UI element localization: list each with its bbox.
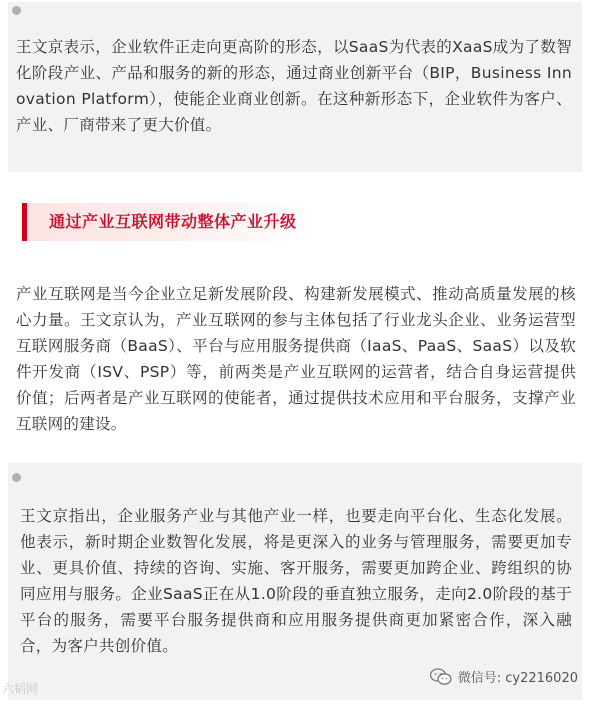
watermark-left-text: 六韬网 bbox=[2, 682, 39, 696]
watermark-left bbox=[2, 680, 38, 697]
quote-box-2 bbox=[8, 463, 582, 700]
quote-box-1 bbox=[8, 2, 582, 172]
wechat-icon bbox=[430, 668, 452, 686]
heading-title: 通过产业互联网带动整体产业升级 bbox=[27, 203, 311, 241]
watermark-right bbox=[430, 667, 578, 686]
bullet-dot-icon bbox=[12, 6, 21, 15]
quote-paragraph-1: 王文京表示，企业软件正走向更高阶的形态，以SaaS为代表的XaaS成为了数智化阶段产业、产品和服务的新的形态，通过商业创新平台（BIP，Business Innovation Platform），使能企业商业创新。在这种新形态下，企业软件为客户、产业、厂商带来了更大价值。 bbox=[16, 38, 572, 134]
bullet-dot-icon bbox=[12, 473, 21, 482]
body-paragraph: 产业互联网是当今企业立足新发展阶段、构建新发展模式、推动高质量发展的核心力量。王文京认为，产业互联网的参与主体包括了行业龙头企业、业务运营型互联网服务商（BaaS）、平台与应用服务提供商（IaaS、PaaS、SaaS）以及软件开发商（ISV、PSP）等，前两类是产业互联网的运营者，结合自身运营提供价值；后两者是产业互联网的使能者，通过提供技术应用和平台服务，支撑产业互联网的建设。 bbox=[16, 285, 576, 433]
section-heading bbox=[22, 203, 311, 241]
watermark-right-text: 微信号: cy2216020 bbox=[457, 671, 578, 686]
quote-paragraph-2: 王文京指出，企业服务产业与其他产业一样，也要走向平台化、生态化发展。他表示，新时期企业数智化发展，将是更深入的业务与管理服务，需要更加专业、更具价值、持续的咨询、实施、客开服务，需要更加跨企业、跨组织的协同应用与服务。企业SaaS正在从1.0阶段的垂直独立服务，走向2.0阶段的基于平台的服务，需要平台服务提供商和应用服务提供商更加紧密合作，深入融合，为客户共创价值。 bbox=[20, 507, 572, 655]
